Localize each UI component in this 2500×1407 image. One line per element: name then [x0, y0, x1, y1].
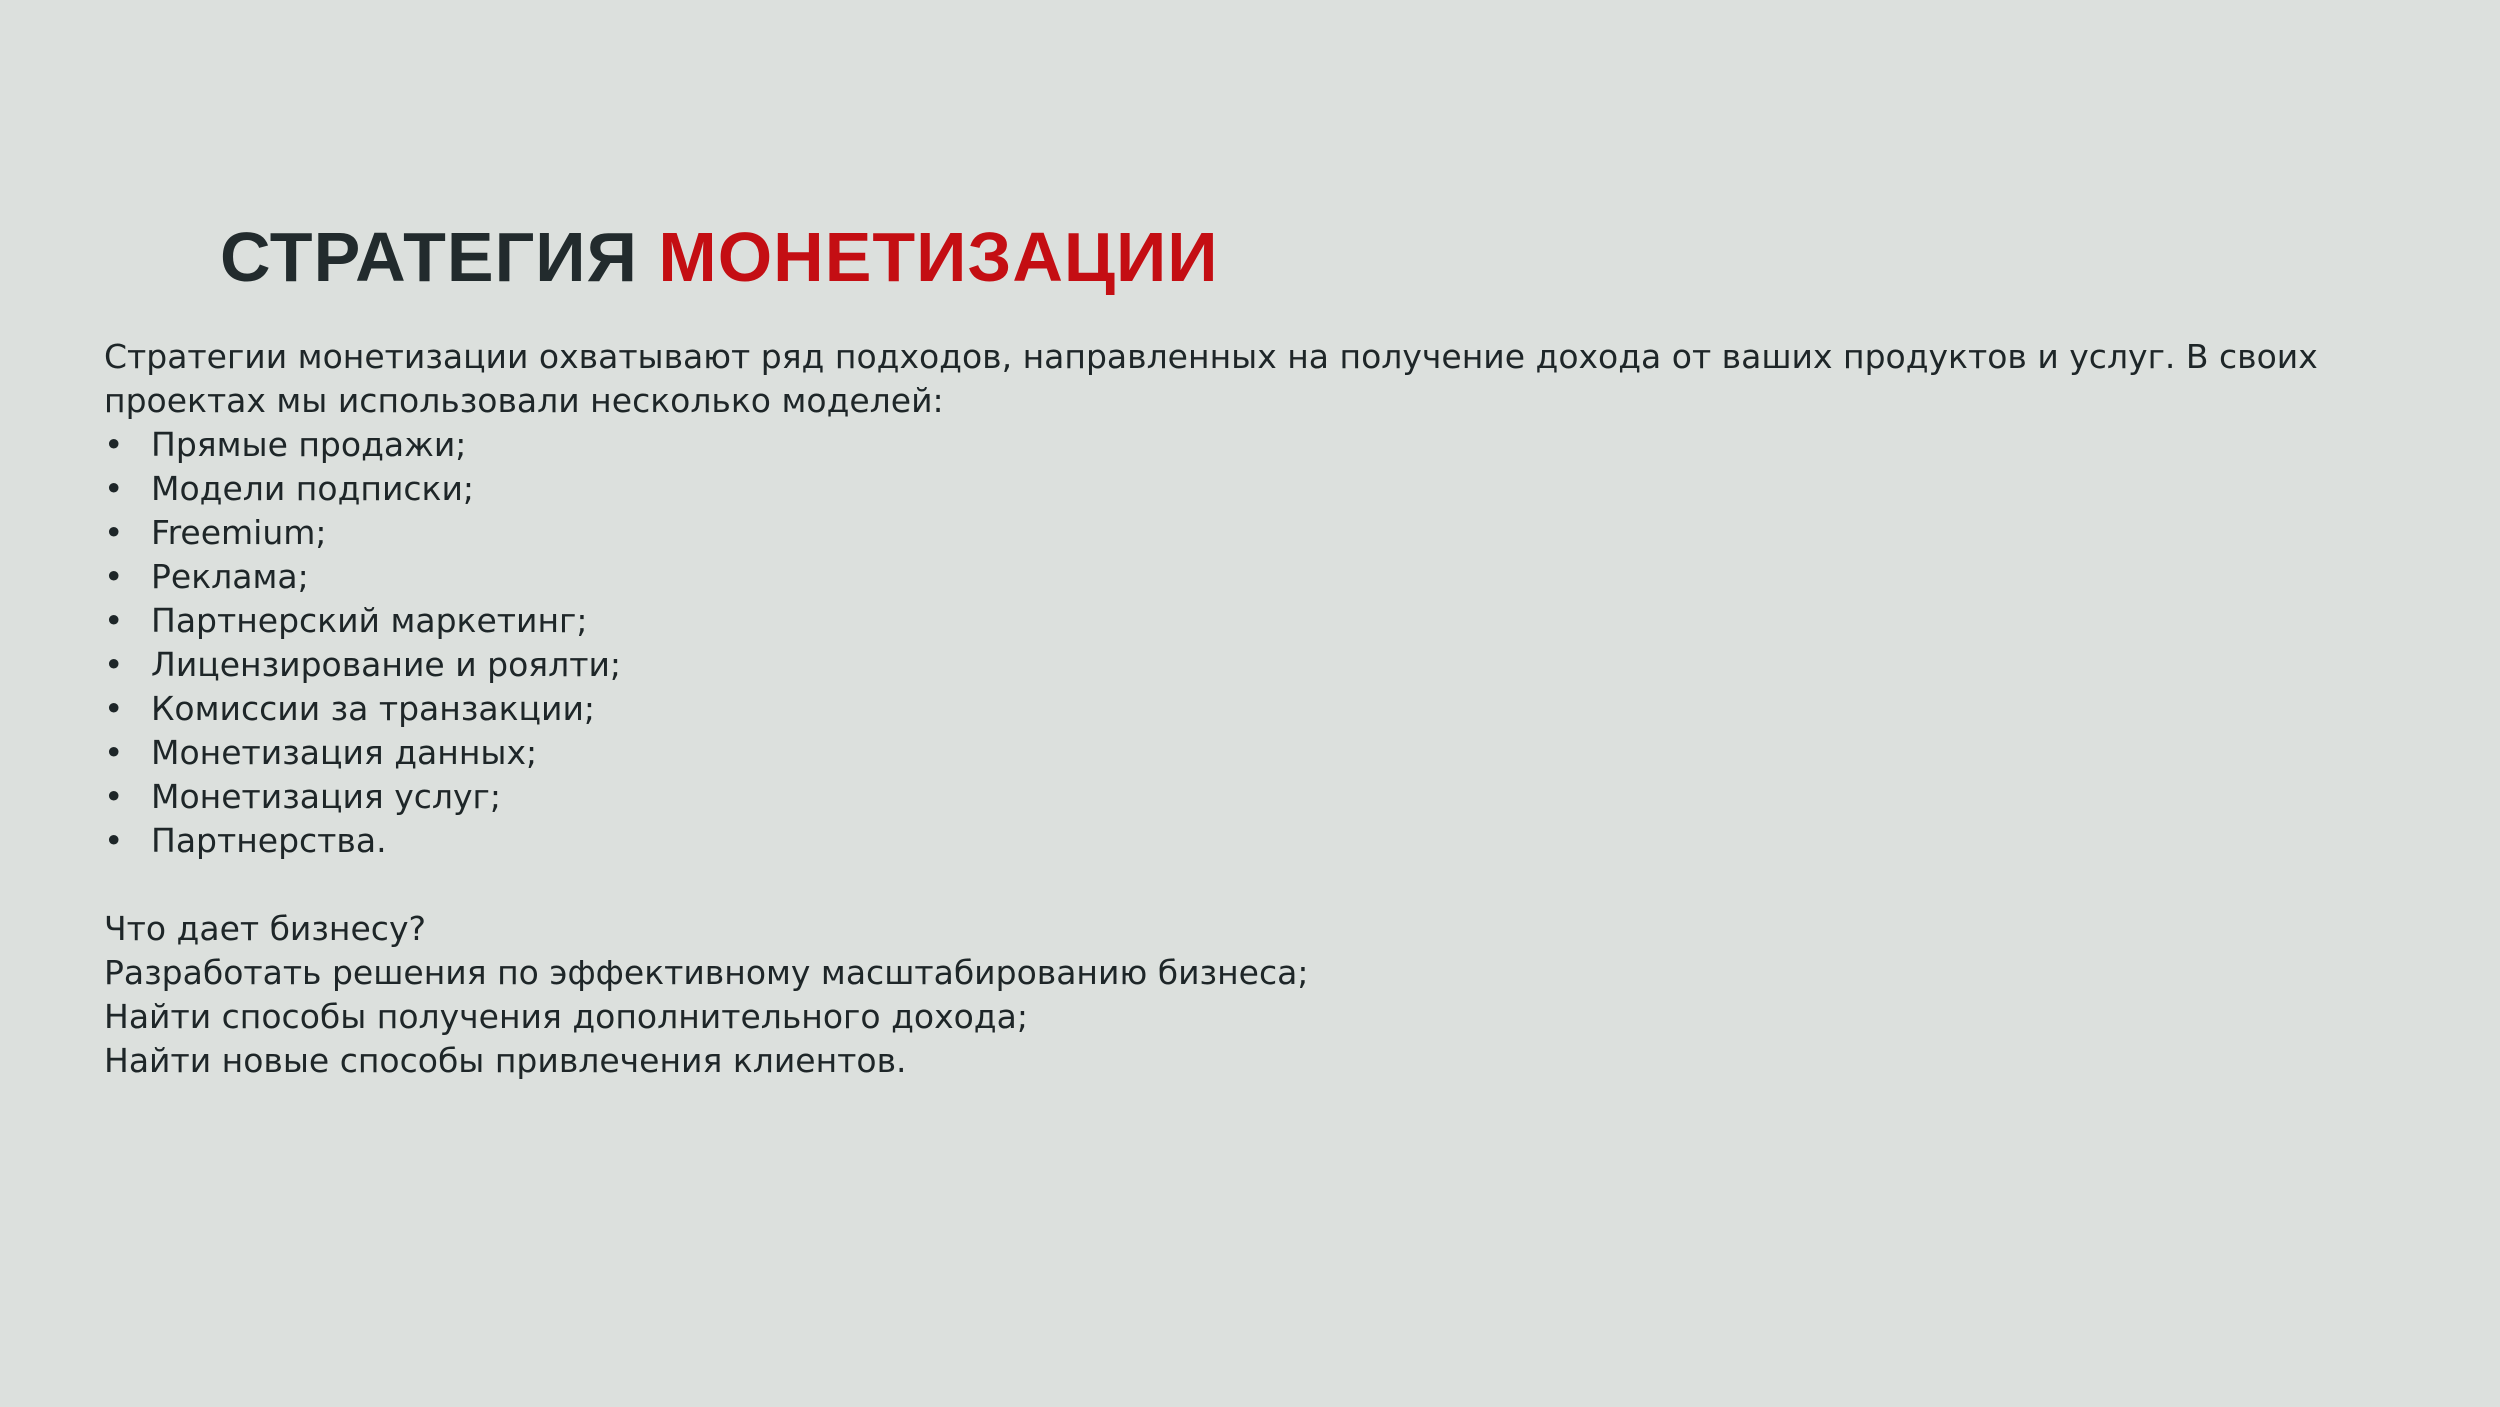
list-item-text: Комиссии за транзакции; [151, 689, 596, 728]
benefits-question: Что дает бизнесу? [104, 909, 426, 948]
bullet-icon: • [104, 645, 124, 684]
list-item [104, 819, 2404, 863]
list-item-text: Реклама; [151, 557, 309, 596]
list-item-text: Монетизация данных; [151, 733, 538, 772]
list-item-text: Партнерства. [151, 821, 387, 860]
benefit-line: Найти новые способы привлечения клиентов. [104, 1041, 907, 1080]
list-item-text: Freemium; [151, 513, 327, 552]
list-item [104, 687, 2404, 731]
benefit-line: Разработать решения по эффективному масштабированию бизнеса; [104, 953, 1309, 992]
section-spacer [104, 863, 2404, 907]
bullet-icon: • [104, 689, 124, 728]
list-item-text: Модели подписки; [151, 469, 475, 508]
list-item [104, 467, 2404, 511]
list-item [104, 731, 2404, 775]
list-item [104, 555, 2404, 599]
monetization-models-list [104, 423, 2404, 863]
list-item-text: Лицензирование и роялти; [151, 645, 622, 684]
bullet-icon: • [104, 425, 124, 464]
list-item-text: Монетизация услуг; [151, 777, 501, 816]
list-item [104, 423, 2404, 467]
title-part-monetization: МОНЕТИЗАЦИИ [658, 218, 1219, 296]
bullet-icon: • [104, 733, 124, 772]
bullet-icon: • [104, 821, 124, 860]
benefit-line: Найти способы получения дополнительного дохода; [104, 997, 1028, 1036]
list-item-text: Партнерский маркетинг; [151, 601, 588, 640]
benefits-section [104, 907, 2404, 1083]
bullet-icon: • [104, 557, 124, 596]
list-item [104, 775, 2404, 819]
slide-title [220, 212, 1219, 302]
list-item [104, 599, 2404, 643]
list-item [104, 511, 2404, 555]
slide-content [104, 335, 2404, 1083]
intro-paragraph: Стратегии монетизации охватывают ряд подходов, направленных на получение дохода от ваших продуктов и услуг. В своих проектах мы использовали несколько моделей: [104, 337, 2318, 420]
bullet-icon: • [104, 777, 124, 816]
list-item [104, 643, 2404, 687]
bullet-icon: • [104, 513, 124, 552]
title-part-strategy: СТРАТЕГИЯ [220, 218, 638, 296]
bullet-icon: • [104, 601, 124, 640]
list-item-text: Прямые продажи; [151, 425, 467, 464]
bullet-icon: • [104, 469, 124, 508]
